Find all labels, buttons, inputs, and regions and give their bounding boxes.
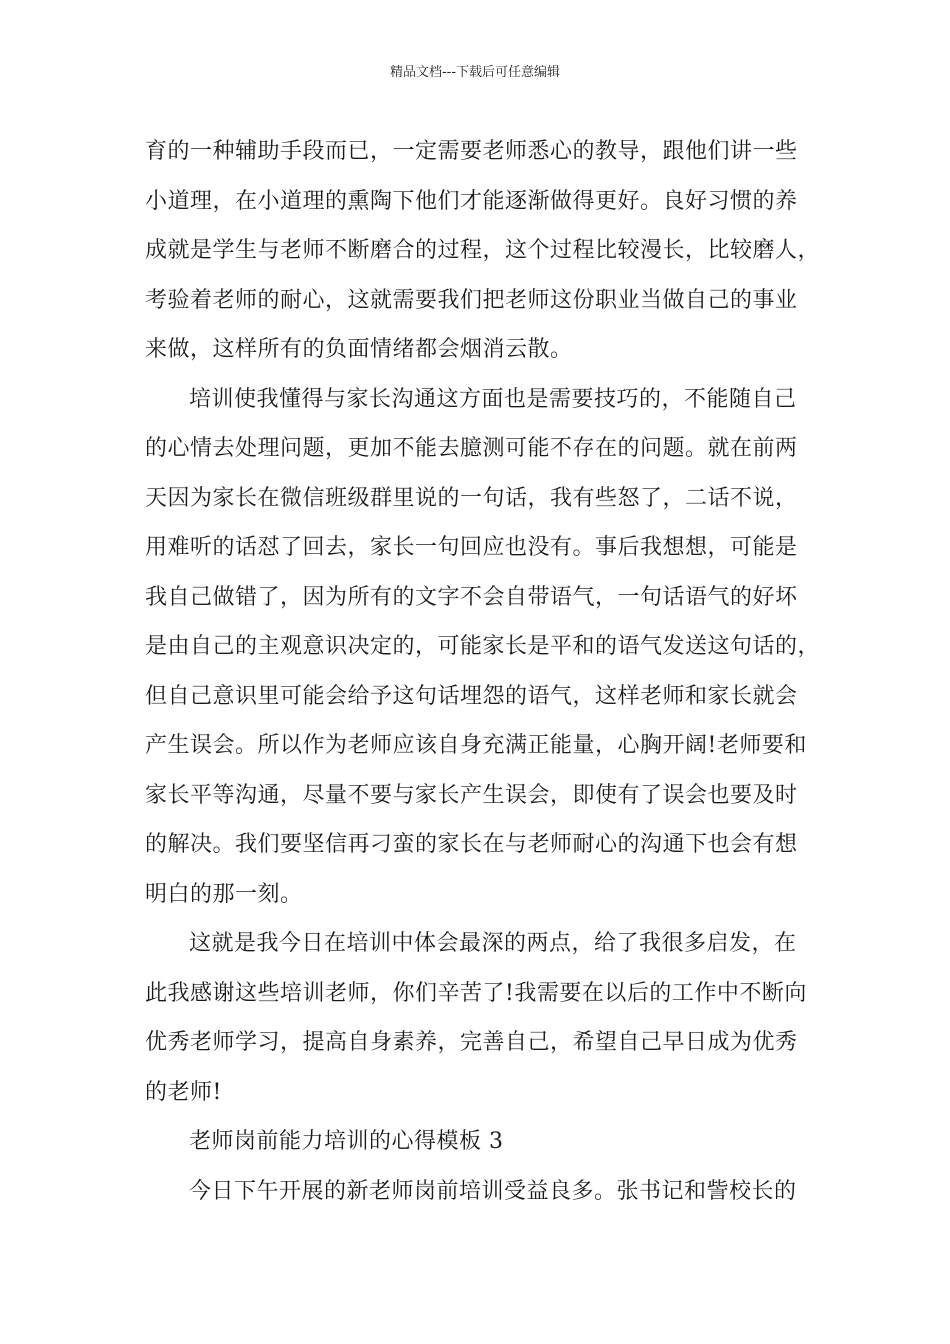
document-body bbox=[145, 131, 825, 1220]
paragraph-line: 此我感谢这些培训老师，你们辛苦了!我需要在以后的工作中不断向 bbox=[145, 980, 807, 1006]
paragraph-line: 产生误会。所以作为老师应该自身充满正能量，心胸开阔!老师要和 bbox=[145, 733, 807, 758]
paragraph-line: 的心情去处理问题，更加不能去臆测可能不存在的问题。就在前两 bbox=[145, 436, 798, 461]
paragraph-line: 的老师! bbox=[145, 1079, 222, 1105]
paragraph-line: 家长平等沟通，尽量不要与家长产生误会，即使有了误会也要及时 bbox=[145, 782, 798, 808]
paragraph-first-line: 今日下午开展的新老师岗前培训受益良多。张书记和訾校长的 bbox=[189, 1178, 797, 1204]
paragraph-line: 来做，这样所有的负面情绪都会烟消云散。 bbox=[145, 337, 573, 362]
paragraph-first-line: 这就是我今日在培训中体会最深的两点，给了我很多启发，在 bbox=[189, 931, 797, 956]
paragraph-line: 成就是学生与老师不断磨合的过程，这个过程比较漫长，比较磨人， bbox=[145, 238, 821, 263]
page-header: 精品文档---下载后可任意编辑 bbox=[389, 65, 561, 80]
paragraph-line: 是由自己的主观意识决定的，可能家长是平和的语气发送这句话的， bbox=[145, 634, 821, 659]
paragraph-line: 小道理，在小道理的熏陶下他们才能逐渐做得更好。良好习惯的养 bbox=[145, 188, 798, 214]
paragraph-line: 的解决。我们要坚信再刁蛮的家长在与老师耐心的沟通下也会有想 bbox=[145, 832, 798, 857]
paragraph-line: 优秀老师学习，提高自身素养，完善自己，希望自己早日成为优秀 bbox=[145, 1030, 798, 1055]
paragraph-line: 育的一种辅助手段而已，一定需要老师悉心的教导，跟他们讲一些 bbox=[145, 139, 798, 164]
section-heading: 老师岗前能力培训的心得模板 3 bbox=[189, 1129, 504, 1154]
paragraph-first-line: 培训使我懂得与家长沟通这方面也是需要技巧的，不能随自己 bbox=[189, 386, 797, 412]
paragraph-line: 用难听的话怼了回去，家长一句回应也没有。事后我想想，可能是 bbox=[145, 535, 798, 560]
paragraph-line: 明白的那一刻。 bbox=[145, 881, 303, 907]
paragraph-line: 但自己意识里可能会给予这句话埋怨的语气，这样老师和家长就会 bbox=[145, 683, 798, 709]
paragraph-line: 我自己做错了，因为所有的文字不会自带语气，一句话语气的好坏 bbox=[145, 584, 798, 610]
paragraph-line: 考验着老师的耐心，这就需要我们把老师这份职业当做自己的事业 bbox=[145, 287, 798, 313]
paragraph-line: 天因为家长在微信班级群里说的一句话，我有些怒了，二话不说， bbox=[145, 485, 798, 511]
